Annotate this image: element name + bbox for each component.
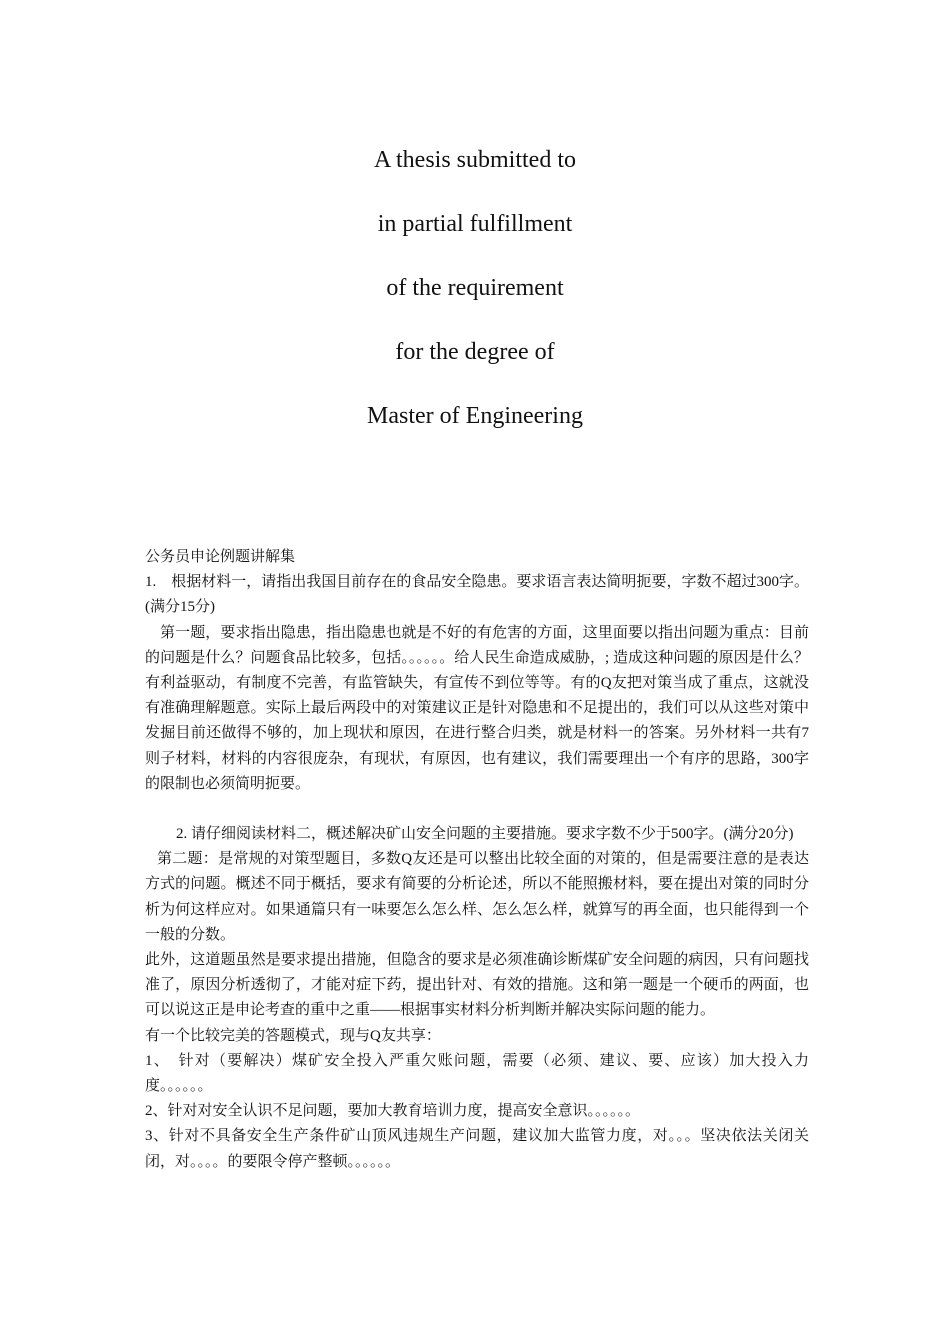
body-text — [145, 545, 809, 1175]
section-heading: 公务员申论例题讲解集 — [145, 549, 296, 565]
title-line-1: A thesis submitted to — [373, 147, 576, 173]
title-line-3: of the requirement — [386, 275, 564, 301]
title-line-4: for the degree of — [395, 339, 555, 365]
question-2-answer: 第二题：是常规的对策型题目，多数Q友还是可以整出比较全面的对策的，但是需要注意的是表达方式的问题。概述不同于概括，要求有简要的分析论述，所以不能照搬材料，要在提出对策的同时分析为何这样应对。如果通篇只有一味要怎么怎么样、怎么怎么样，就算写的再全面，也只能得到一个一般的分数。 — [145, 851, 809, 943]
title-line-5: Master of Engineering — [367, 403, 583, 429]
model-intro: 有一个比较完美的答题模式，现与Q友共享： — [145, 1027, 441, 1044]
title-line-2: in partial fulfillment — [377, 211, 573, 237]
list-item-1: 1、 针对（要解决）煤矿安全投入严重欠账问题，需要（必须、建议、要、应该）加大投入力度。。。。。。 — [145, 1052, 809, 1095]
list-item-3: 3、针对不具备安全生产条件矿山顶风违规生产问题，建议加大监管力度，对。。。坚决依法关闭关闭，对。。。。的要限令停产整顿。。。。。。 — [145, 1128, 809, 1170]
question-2-more: 此外，这道题虽然是要求提出措施，但隐含的要求是必须准确诊断煤矿安全问题的病因，只有问题找准了，原因分析透彻了，才能对症下药，提出针对、有效的措施。这和第一题是一个硬币的两面，也可以说这正是申论考查的重中之重——根据事实材料分析判断并解决实际问题的能力。 — [145, 952, 809, 1019]
thesis-title-block — [0, 128, 950, 448]
paragraph-gap — [145, 797, 809, 822]
question-2: 2. 请仔细阅读材料二，概述解决矿山安全问题的主要措施。要求字数不少于500字。(满分20分) — [176, 826, 794, 843]
list-item-2: 2、针对对安全认识不足问题，要加大教育培训力度，提高安全意识。。。。。。 — [145, 1103, 641, 1120]
question-1-answer: 第一题，要求指出隐患，指出隐患也就是不好的有危害的方面，这里面要以指出问题为重点：目前的问题是什么？问题食品比较多，包括。。。。。。给人民生命造成威胁，; 造成这种问题的原因是什么？有利益驱动，有制度不完善，有监管缺失，有宣传不到位等等。有的Q友把对策当成了重点，这就没有准确理解题意。实际上最后两段中的对策建议正是针对隐患和不足提出的，我们可以从这些对策中发掘目前还做得不够的，加上现状和原因，在进行整合归类，就是材料一的答案。另外材料一共有7则子材料，材料的内容很庞杂，有现状，有原因，也有建议，我们需要理出一个有序的思路，300字的限制也必须简明扼要。 — [145, 624, 809, 792]
question-1: 1. 根据材料一，请指出我国目前存在的食品安全隐患。要求语言表达简明扼要，字数不超过300字。(满分15分) — [145, 574, 809, 616]
